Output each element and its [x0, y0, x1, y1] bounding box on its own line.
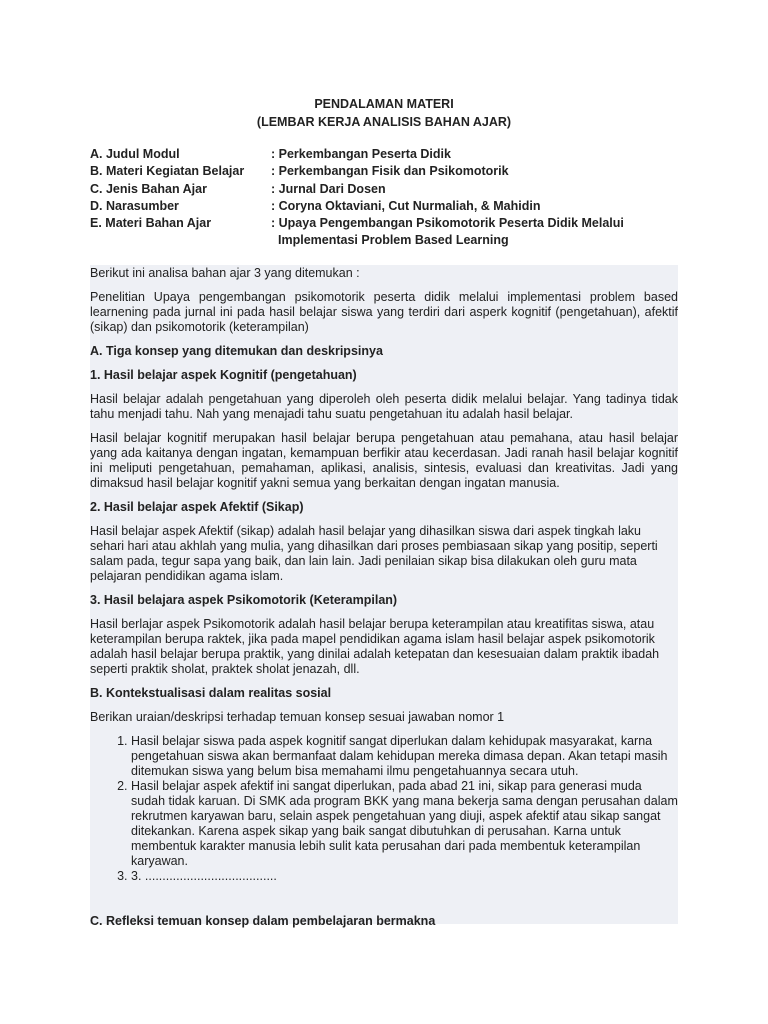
info-value: : Coryna Oktaviani, Cut Nurmaliah, & Mahidin [271, 198, 541, 213]
list-item: 2. Hasil belajar aspek afektif ini sangat diperlukan, pada abad 21 ini, sikap para generasi muda sudah tidak karuan. Di SMK ada program BKK yang mana bekerja sama dengan perusahan dalam rekrutmen karyawan baru, selain aspek pengetahuan yang diuji, aspek afektif atau sikap sangat ditekankan. Karena aspek sikap yang baik sangat dibutuhkan di perusahan. Karna untuk membentuk karakter manusia lebih sulit kata perusahan dari pada membentuk keterampilan karyawan. [131, 779, 678, 869]
info-value: : Perkembangan Peserta Didik [271, 147, 451, 161]
spacer [90, 884, 678, 914]
module-info [90, 146, 691, 250]
heading-section-a: A. Tiga konsep yang ditemukan dan deskripsinya [90, 344, 383, 358]
heading-psikomotorik: 3. Hasil belajara aspek Psikomotorik (Keterampilan) [90, 593, 398, 607]
contextual-list [90, 734, 678, 884]
info-row-jenis [90, 181, 691, 198]
info-value-line-2: Implementasi Problem Based Learning [278, 233, 509, 248]
list-item: 3. 3. ...................................... [131, 869, 678, 884]
info-row-materi [90, 163, 691, 180]
analysis-body [90, 266, 678, 938]
info-key: D. Narasumber [90, 198, 179, 213]
heading-afektif: 2. Hasil belajar aspek Afektif (Sikap) [90, 500, 304, 514]
list-item: 1. Hasil belajar siswa pada aspek kognitif sangat diperlukan dalam kehidupak masyarakat, karna pengetahuan siswa akan bermanfaat dalam kehidupan mereka dimasa depan. Akan tetapi masih ditemukan siswa yang belum bisa memahami ilmu pengetahuannya secara utuh. [131, 734, 678, 779]
paragraph-psikomotorik: Hasil berlajar aspek Psikomotorik adalah hasil belajar berupa keterampilan atau kreatifitas siswa, atau keterampilan berupa raktek, jika pada mapel pendidikan agama islam hasil belajar aspek psikomotorik adalah hasil belajar berupa praktik, yang dinilai adalah ketepatan dan kesesuaian dalam praktik ibadah seperti praktik sholat, praktek sholat jenazah, dll. [90, 617, 660, 676]
paragraph-afektif: Hasil belajar aspek Afektif (sikap) adalah hasil belajar yang dihasilkan siswa dari aspek tingkah laku sehari hari atau akhlah yang mulia, yang dihasilkan dari proses pembiasaan sikap yang positip, seperti salam pada, tegur sapa yang baik, dan lain lain. Jadi penilaian sikap bisa dilakukan oleh guru mata pelajaran pendidikan agama islam. [90, 524, 658, 583]
info-value: : Jurnal Dari Dosen [271, 181, 386, 196]
title-line-1: PENDALAMAN MATERI [314, 97, 454, 111]
intro-text: Berikut ini analisa bahan ajar 3 yang ditemukan : [90, 266, 360, 280]
heading-section-c: C. Refleksi temuan konsep dalam pembelajaran bermakna [90, 914, 436, 928]
info-value [271, 215, 691, 250]
info-key: E. Materi Bahan Ajar [90, 216, 212, 231]
heading-section-b: B. Kontekstualisasi dalam realitas sosial [90, 686, 332, 700]
info-key: A. Judul Modul [90, 147, 180, 161]
paragraph-research: Penelitian Upaya pengembangan psikomotorik peserta didik melalui implementasi problem based learnening pada jurnal ini pada hasil belajar siswa yang terdiri dari asperk kognitif (pengetahuan), afektif (sikap) dan psikomotorik (keterampilan) [90, 290, 678, 334]
info-row-bahan-ajar [90, 215, 691, 250]
info-row-judul [90, 146, 691, 163]
info-value: : Perkembangan Fisik dan Psikomotorik [271, 164, 509, 179]
paragraph-kognitif-2: Hasil belajar kognitif merupakan hasil belajar berupa pengetahuan atau pemahana, atau hasil belajar yang ada kaitanya dengan ingatan, kemampuan berfikir atau kecerdasan. Jadi ranah hasil belajar kognitif ini meliputi pengetahuan, pemahaman, aplikasi, analisis, sintesis, evaluasi dan kreativitas. Jadi yang dimaksud hasil belajar kognitif yakni semua yang berkaitan dengan ingatan manusia. [90, 431, 678, 490]
info-row-narasumber [90, 198, 691, 215]
info-key: B. Materi Kegiatan Belajar [90, 164, 245, 179]
paragraph-kognitif-1: Hasil belajar adalah pengetahuan yang diperoleh oleh peserta didik melalui belajar. Yang tadinya tidak tahu menjadi tahu. Nah yang menajadi tahu suatu pengetahuan itu adalah hasil belajar. [90, 392, 678, 421]
document-title [0, 95, 768, 131]
info-key: C. Jenis Bahan Ajar [90, 181, 207, 196]
heading-kognitif: 1. Hasil belajar aspek Kognitif (pengetahuan) [90, 368, 357, 382]
title-line-2: (LEMBAR KERJA ANALISIS BAHAN AJAR) [256, 115, 512, 129]
info-value-line-1: : Upaya Pengembangan Psikomotorik Peserta Didik Melalui [271, 216, 624, 231]
paragraph-instruction: Berikan uraian/deskripsi terhadap temuan konsep sesuai jawaban nomor 1 [90, 710, 505, 724]
